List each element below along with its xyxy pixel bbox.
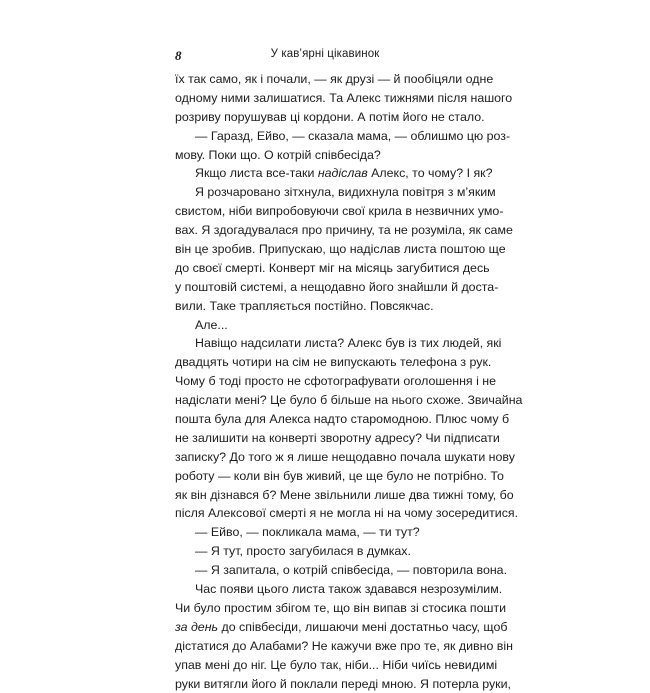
text-line: свистом, ніби випробовуючи свої крила в незвичних умо- (175, 202, 475, 221)
running-header (175, 48, 475, 64)
text-line (175, 164, 475, 183)
text-line: їх так само, як і почали, — як друзі — й пообіцяли одне (175, 70, 475, 89)
text-line: розриву порушував ці кордони. А потім його не стало. (175, 108, 475, 127)
text-line: до своєї смерті. Конверт міг на місяць загубитися десь (175, 259, 475, 278)
text-line: — Гаразд, Ейво, — сказала мама, — облишмо цю роз- (175, 127, 475, 146)
text-line: Навіщо надсилати листа? Алекс був із тих людей, які (175, 334, 475, 353)
book-page (175, 40, 475, 620)
page-number: 8 (175, 48, 182, 64)
text-line: пошта була для Алекса надто старомодною. Плюс чому б (175, 410, 475, 429)
text-line: — Ейво, — покликала мама, — ти тут? (175, 523, 475, 542)
text-line: записку? До того ж я лише нещодавно почала шукати нову (175, 448, 475, 467)
text-run: Якщо листа все-таки (195, 166, 318, 180)
text-line: він це зробив. Припускаю, що надіслав листа поштою ще (175, 240, 475, 259)
text-line: після Алексової смерті я не могла ні на чому зосередитися. (175, 504, 475, 523)
text-line (175, 618, 475, 637)
text-line: двадцять чотири на сім не випускають телефона з рук. (175, 353, 475, 372)
chapter-running-title: У кав’ярні цікавинок (175, 48, 475, 60)
text-line: Чи було простим збігом те, що він випав зі стосика пошти (175, 599, 475, 618)
text-line: роботу — коли він був живий, це ще було не потрібно. То (175, 467, 475, 486)
text-line: не залишити на конверті зворотну адресу? Чи підписати (175, 429, 475, 448)
text-line: — Я тут, просто загубилася в думках. (175, 542, 475, 561)
text-line: руки витягли його й поклали переді мною. Я потерла руки, (175, 675, 475, 693)
text-line: — Я запитала, о котрій співбесіда, — повторила вона. (175, 561, 475, 580)
text-line: вили. Таке трапляється постійно. Повсякчас. (175, 297, 475, 316)
text-line: мову. Поки що. О котрій співбесіда? (175, 146, 475, 165)
text-line: Але... (175, 316, 475, 335)
text-line: дістатися до Алабами? Не кажучи вже про те, як дивно він (175, 637, 475, 656)
text-line: у поштовій системі, а нещодавно його знайшли й доста- (175, 278, 475, 297)
text-line: надіслати мені? Це було б більше на нього схоже. Звичайна (175, 391, 475, 410)
text-line: Час появи цього листа також здавався незрозумілим. (175, 580, 475, 599)
text-line: Чому б тоді просто не сфотографувати оголошення і не (175, 372, 475, 391)
body-text (175, 70, 475, 693)
text-line: упав мені до ніг. Це було так, ніби... Ніби чиїсь невидимі (175, 656, 475, 675)
text-line: Я розчаровано зітхнула, видихнула повітря з м’яким (175, 183, 475, 202)
text-line: одному ними залишатися. Та Алекс тижнями після нашого (175, 89, 475, 108)
text-line: вах. Я здогадувалася про причину, та не розуміла, як саме (175, 221, 475, 240)
text-run: до співбесіди, лишаючи мені достатньо часу, щоб (218, 620, 507, 634)
italic-emphasis: за день (175, 620, 218, 634)
text-line: як він дізнався б? Мене звільнили лише два тижні тому, бо (175, 486, 475, 505)
italic-emphasis: надіслав (318, 166, 368, 180)
text-run: Алекс, то чому? І як? (368, 166, 493, 180)
